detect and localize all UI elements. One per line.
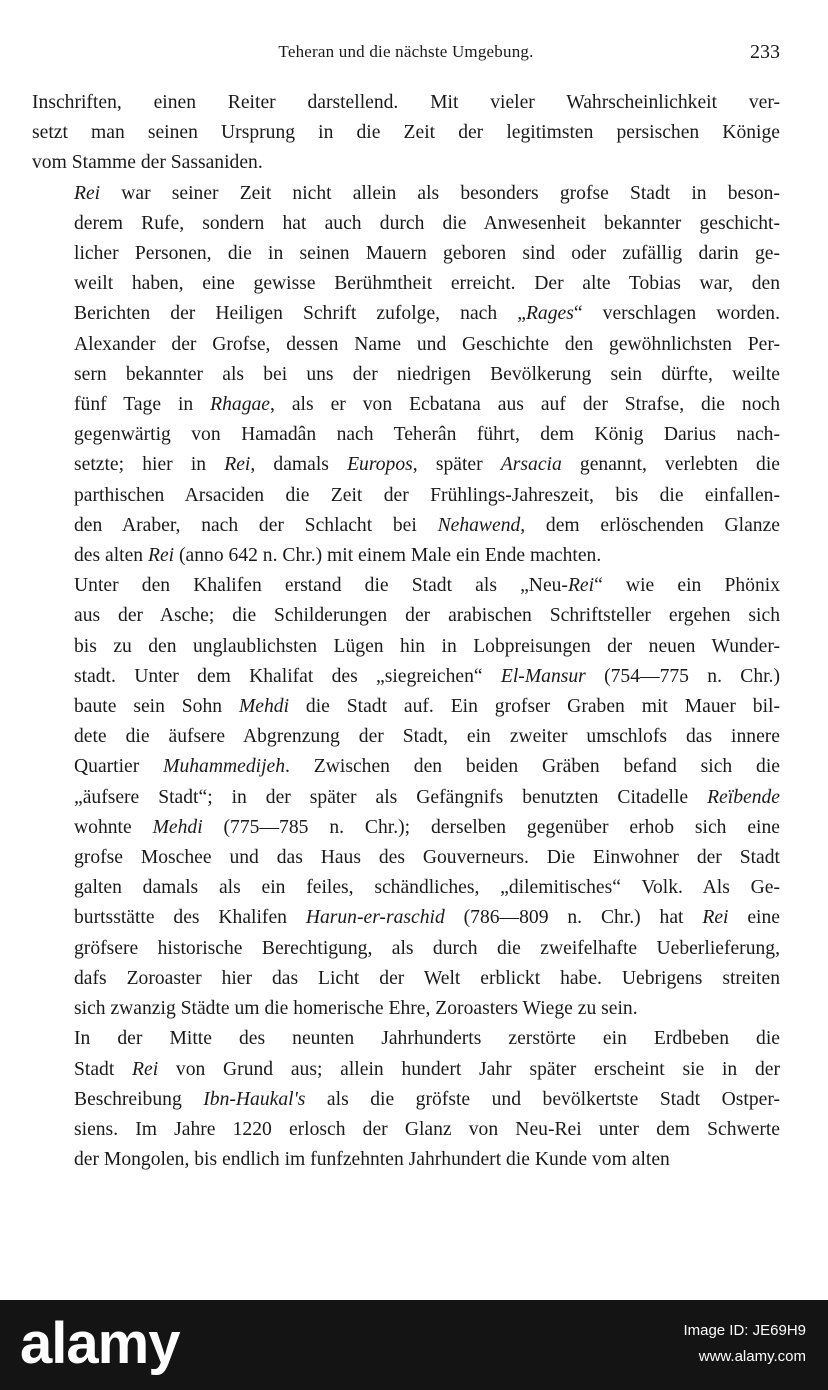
text-line bbox=[32, 209, 780, 239]
text-line bbox=[32, 692, 780, 722]
text-run: die Stadt auf. Ein grofser Graben mit Mauer bil- bbox=[289, 696, 780, 718]
text-run: „äufsere Stadt“; in der später als Gefängnifs benutzten Citadelle bbox=[74, 786, 708, 808]
running-head bbox=[32, 42, 780, 70]
text-line bbox=[32, 813, 780, 843]
text-run: Unter den Khalifen erstand die Stadt als „Neu- bbox=[74, 575, 568, 597]
text-line bbox=[32, 481, 780, 511]
text-run: aus der Asche; die Schilderungen der arabischen Schriftsteller ergehen sich bbox=[74, 605, 780, 627]
text-line bbox=[32, 662, 780, 692]
text-run: (786—809 n. Chr.) hat bbox=[444, 907, 703, 929]
body-text bbox=[32, 88, 780, 1175]
italic-term: Rei bbox=[224, 454, 251, 476]
text-line bbox=[32, 964, 780, 994]
text-run: gröfsere historische Berechtigung, als durch die zweifelhafte Ueberlieferung, bbox=[74, 937, 780, 959]
text-run: wohnte bbox=[74, 816, 153, 838]
text-run: Stadt bbox=[74, 1058, 133, 1080]
text-line bbox=[32, 450, 780, 480]
text-line bbox=[32, 179, 780, 209]
text-line bbox=[32, 843, 780, 873]
text-run: licher Personen, die in seinen Mauern geboren sind oder zufällig darin ge- bbox=[74, 243, 780, 265]
text-line bbox=[32, 873, 780, 903]
text-line bbox=[32, 994, 780, 1024]
text-line bbox=[32, 722, 780, 752]
text-run: stadt. Unter dem Khalifat des „siegreichen“ bbox=[74, 665, 501, 687]
text-line bbox=[32, 511, 780, 541]
italic-term: Rei bbox=[702, 907, 729, 929]
italic-term: Rages bbox=[525, 303, 574, 325]
text-line bbox=[32, 330, 780, 360]
alamy-logo: alamy bbox=[20, 1311, 180, 1376]
text-run: Alexander der Grofse, dessen Name und Geschichte den gewöhnlichsten Per- bbox=[74, 333, 780, 355]
text-run: weilt haben, eine gewisse Berühmtheit erreicht. Der alte Tobias war, den bbox=[74, 273, 780, 295]
italic-term: Rei bbox=[132, 1058, 159, 1080]
text-line bbox=[32, 420, 780, 450]
text-run: burtsstätte des Khalifen bbox=[74, 907, 306, 929]
text-run: . Zwischen den beiden Gräben befand sich die bbox=[285, 756, 780, 778]
text-line bbox=[32, 1055, 780, 1085]
text-run: bis zu den unglaublichsten Lügen hin in Lobpreisungen der neuen Wunder- bbox=[74, 635, 780, 657]
text-run: Beschreibung bbox=[74, 1088, 204, 1110]
text-run: , als er von Ecbatana aus auf der Strafse, die noch bbox=[270, 394, 781, 416]
italic-term: Mehdi bbox=[152, 816, 203, 838]
text-line bbox=[32, 239, 780, 269]
text-line bbox=[32, 903, 780, 933]
text-run: In der Mitte des neunten Jahrhunderts zerstörte ein Erdbeben die bbox=[74, 1028, 780, 1050]
italic-term: Rei bbox=[567, 575, 595, 597]
text-line bbox=[32, 1085, 780, 1115]
text-run: setzt man seinen Ursprung in die Zeit der legitimsten persischen Könige bbox=[32, 122, 780, 144]
text-line bbox=[32, 601, 780, 631]
text-run: , damals bbox=[250, 454, 348, 476]
text-run: dafs Zoroaster hier das Licht der Welt erblickt habe. Uebrigens streiten bbox=[74, 967, 780, 989]
text-line bbox=[32, 360, 780, 390]
italic-term: Harun-er-raschid bbox=[305, 907, 445, 929]
text-run: war seiner Zeit nicht allein als besonders grofse Stadt in beson- bbox=[100, 182, 780, 204]
site-url: www.alamy.com bbox=[698, 1348, 806, 1365]
text-run: vom Stamme der Sassaniden. bbox=[32, 152, 263, 174]
italic-term: Mehdi bbox=[238, 696, 290, 718]
text-line bbox=[32, 269, 780, 299]
italic-term: El-Mansur bbox=[500, 665, 586, 687]
text-run: parthischen Arsaciden die Zeit der Frühlings-Jahreszeit, bis die einfallen- bbox=[74, 484, 780, 506]
text-run: eine bbox=[728, 907, 780, 929]
text-run: Berichten der Heiligen Schrift zufolge, nach „ bbox=[74, 303, 526, 325]
paragraph bbox=[32, 179, 780, 572]
text-run: (754—775 n. Chr.) bbox=[585, 665, 780, 687]
text-run: als die gröfste und bevölkertste Stadt Ostper- bbox=[305, 1088, 780, 1110]
text-line bbox=[32, 299, 780, 329]
text-run: fünf Tage in bbox=[74, 394, 211, 416]
text-run: setzte; hier in bbox=[74, 454, 225, 476]
page-number: 233 bbox=[750, 41, 780, 63]
text-run: den Araber, nach der Schlacht bei bbox=[74, 514, 438, 536]
text-run: sich zwanzig Städte um die homerische Ehre, Zoroasters Wiege zu sein. bbox=[74, 998, 638, 1020]
italic-term: Rei bbox=[74, 182, 101, 204]
italic-term: Nehawend bbox=[437, 514, 521, 536]
text-run: siens. Im Jahre 1220 erlosch der Glanz von Neu-Rei unter dem Schwerte bbox=[74, 1118, 780, 1140]
text-run: von Grund aus; allein hundert Jahr später erscheint sie in der bbox=[158, 1058, 780, 1080]
text-line bbox=[32, 148, 780, 178]
italic-term: Ibn-Haukal's bbox=[203, 1088, 306, 1110]
paragraph bbox=[32, 571, 780, 1024]
text-line bbox=[32, 118, 780, 148]
text-run: “ verschlagen worden. bbox=[573, 303, 780, 325]
text-run: baute sein Sohn bbox=[74, 696, 239, 718]
italic-term: Reïbende bbox=[707, 786, 780, 808]
text-run: Quartier bbox=[74, 756, 164, 778]
text-line bbox=[32, 632, 780, 662]
text-run: derem Rufe, sondern hat auch durch die Anwesenheit bekannter geschicht- bbox=[74, 212, 780, 234]
text-line bbox=[32, 88, 780, 118]
text-run: (anno 642 n. Chr.) mit einem Male ein Ende machten. bbox=[174, 545, 602, 567]
italic-term: Muhammedijeh bbox=[163, 756, 286, 778]
text-run: der Mongolen, bis endlich im funfzehnten Jahrhundert die Kunde vom alten bbox=[74, 1149, 670, 1171]
image-id: Image ID: JE69H9 bbox=[683, 1322, 806, 1339]
italic-term: Rei bbox=[148, 545, 175, 567]
italic-term: Rhagae bbox=[210, 394, 271, 416]
text-run: genannt, verlebten die bbox=[561, 454, 780, 476]
text-run: sern bekannter als bei uns der niedrigen Bevölkerung sein dürfte, weilte bbox=[74, 363, 780, 385]
text-run: , später bbox=[412, 454, 501, 476]
text-line bbox=[32, 783, 780, 813]
text-line bbox=[32, 752, 780, 782]
text-line bbox=[32, 541, 780, 571]
text-line bbox=[32, 934, 780, 964]
watermark-bar bbox=[0, 1300, 828, 1390]
text-line bbox=[32, 390, 780, 420]
italic-term: Arsacia bbox=[500, 454, 562, 476]
text-run: des alten bbox=[74, 545, 148, 567]
text-line bbox=[32, 1115, 780, 1145]
text-run: dete die äufsere Abgrenzung der Stadt, ein zweiter umschlofs das innere bbox=[74, 726, 780, 748]
text-line bbox=[32, 1024, 780, 1054]
text-run: galten damals als ein feiles, schändliches, „dilemitisches“ Volk. Als Ge- bbox=[74, 877, 780, 899]
text-run: grofse Moschee und das Haus des Gouverneurs. Die Einwohner der Stadt bbox=[74, 847, 780, 869]
text-run: (775—785 n. Chr.); derselben gegenüber erhob sich eine bbox=[202, 816, 780, 838]
text-run: “ wie ein Phönix bbox=[594, 575, 780, 597]
paragraph bbox=[32, 1024, 780, 1175]
text-run: Inschriften, einen Reiter darstellend. Mit vieler Wahrscheinlichkeit ver- bbox=[32, 92, 780, 113]
running-title: Teheran und die nächste Umgebung. bbox=[278, 42, 534, 61]
italic-term: Europos bbox=[347, 454, 413, 476]
text-line bbox=[32, 571, 780, 601]
text-run: gegenwärtig von Hamadân nach Teherân führt, dem König Darius nach- bbox=[74, 424, 780, 446]
paragraph bbox=[32, 88, 780, 179]
text-run: , dem erlöschenden Glanze bbox=[520, 514, 780, 536]
text-line bbox=[32, 1145, 780, 1175]
